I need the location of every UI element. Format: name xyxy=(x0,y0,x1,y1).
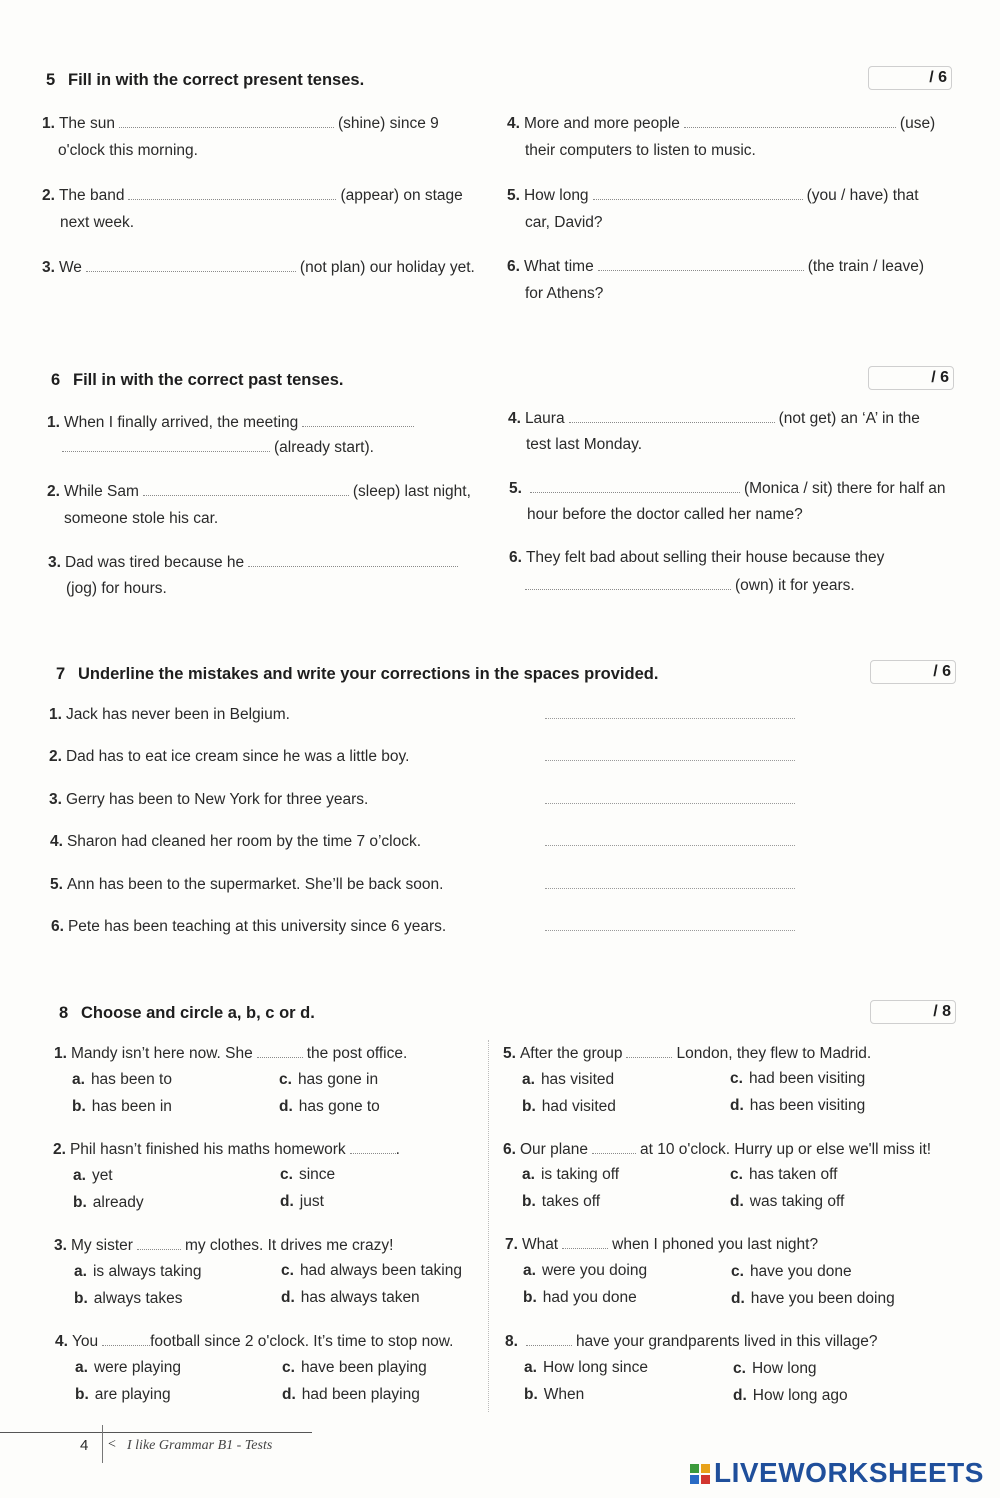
s8-q6-option-d[interactable]: d. was taking off xyxy=(730,1193,845,1210)
s8-q5-option-c[interactable]: c. had been visiting xyxy=(730,1070,866,1087)
answer-blank xyxy=(626,1044,672,1058)
s5-item-4-cont: their computers to listen to music. xyxy=(525,142,756,159)
correction-line-3[interactable] xyxy=(545,803,795,804)
answer-blank[interactable] xyxy=(128,186,336,200)
liveworksheets-wordmark: LIVEWORKSHEETS xyxy=(714,1457,984,1488)
s8-question-5: 5. After the group London, they flew to Madrid. xyxy=(503,1045,872,1062)
s8-question-2: 2. Phil hasn’t finished his maths homework . xyxy=(53,1141,400,1158)
s6-item-3: 3. Dad was tired because he xyxy=(48,553,462,572)
s8-q2-option-b[interactable]: b. already xyxy=(73,1194,144,1211)
column-divider xyxy=(488,1040,489,1412)
s8-q8-option-c[interactable]: c. How long xyxy=(733,1360,817,1377)
s8-q6-option-a[interactable]: a. is taking off xyxy=(522,1166,620,1183)
correction-line-4[interactable] xyxy=(545,845,795,846)
answer-blank[interactable] xyxy=(62,438,270,452)
answer-blank[interactable] xyxy=(530,479,740,493)
s8-q3-option-c[interactable]: c. had always been taking xyxy=(281,1262,462,1279)
s8-question-6: 6. Our plane at 10 o'clock. Hurry up or else we'll miss it! xyxy=(503,1141,932,1158)
s6-item-2-cont: someone stole his car. xyxy=(64,510,219,527)
s6-item-6: 6. They felt bad about selling their house because they xyxy=(509,549,885,566)
correction-line-2[interactable] xyxy=(545,760,795,761)
s8-q3-option-b[interactable]: b. always takes xyxy=(74,1290,183,1307)
s6-item-2: 2. While Sam (sleep) last night, xyxy=(47,483,471,500)
s8-q5-option-b[interactable]: b. had visited xyxy=(522,1098,616,1115)
s5-item-6-cont: for Athens? xyxy=(525,285,604,302)
s8-q8-option-d[interactable]: d. How long ago xyxy=(733,1387,848,1404)
s7-item-2: 2. Dad has to eat ice cream since he was a little boy. xyxy=(49,748,410,765)
s6-item-5: 5. (Monica / sit) there for half an xyxy=(509,480,946,497)
s8-q2-option-c[interactable]: c. since xyxy=(280,1166,336,1183)
s8-q5-option-d[interactable]: d. has been visiting xyxy=(730,1097,866,1114)
s8-q6-option-c[interactable]: c. has taken off xyxy=(730,1166,838,1183)
s8-q2-option-d[interactable]: d. just xyxy=(280,1193,324,1210)
answer-blank[interactable] xyxy=(525,576,731,590)
section-6-score-box[interactable]: / 6 xyxy=(868,366,954,390)
s7-item-1: 1. Jack has never been in Belgium. xyxy=(49,706,290,723)
s5-item-5-cont: car, David? xyxy=(525,214,603,231)
section-8-score-box[interactable]: / 8 xyxy=(870,1000,956,1024)
s8-q3-option-a[interactable]: a. is always taking xyxy=(74,1263,202,1280)
answer-blank xyxy=(562,1235,608,1249)
s6-item-6-cont: (own) it for years. xyxy=(525,576,855,595)
answer-blank[interactable] xyxy=(569,409,775,423)
answer-blank xyxy=(350,1140,396,1154)
correction-line-1[interactable] xyxy=(545,718,795,719)
s8-q1-option-c[interactable]: c. has gone in xyxy=(279,1071,379,1088)
s8-question-3: 3. My sister my clothes. It drives me crazy! xyxy=(54,1237,394,1254)
s8-question-4: 4. You football since 2 o'clock. It’s time to stop now. xyxy=(55,1333,454,1350)
answer-blank xyxy=(102,1332,150,1346)
s5-item-2-cont: next week. xyxy=(60,214,135,231)
s6-item-4: 4. Laura (not get) an ‘A’ in the xyxy=(508,410,920,427)
book-title: I like Grammar B1 - Tests xyxy=(127,1438,273,1453)
s8-q5-option-a[interactable]: a. has visited xyxy=(522,1071,615,1088)
footer-arrow-icon: < xyxy=(108,1437,116,1452)
correction-line-5[interactable] xyxy=(545,888,795,889)
correction-line-6[interactable] xyxy=(545,930,795,931)
s8-q7-option-c[interactable]: c. have you done xyxy=(731,1263,852,1280)
s7-item-3: 3. Gerry has been to New York for three years. xyxy=(49,791,369,808)
s8-q1-option-d[interactable]: d. has gone to xyxy=(279,1098,380,1115)
answer-blank xyxy=(257,1044,303,1058)
s8-question-7: 7. What when I phoned you last night? xyxy=(505,1236,819,1253)
s6-item-3-cont: (jog) for hours. xyxy=(66,580,167,597)
s8-q4-option-d[interactable]: d. had been playing xyxy=(282,1386,420,1403)
s7-item-4: 4. Sharon had cleaned her room by the time 7 o’clock. xyxy=(50,833,422,850)
answer-blank xyxy=(526,1332,572,1346)
liveworksheets-brand[interactable] xyxy=(690,1457,984,1489)
s8-q4-option-a[interactable]: a. were playing xyxy=(75,1359,181,1376)
s8-question-8: 8. have your grandparents lived in this village? xyxy=(505,1333,878,1350)
s8-q3-option-d[interactable]: d. has always taken xyxy=(281,1289,420,1306)
page-number: 4 xyxy=(80,1437,89,1454)
s8-q8-option-a[interactable]: a. How long since xyxy=(524,1359,649,1376)
section-7-title: 7 Underline the mistakes and write your corrections in the spaces provided. xyxy=(56,665,659,683)
s8-q7-option-b[interactable]: b. had you done xyxy=(523,1289,637,1306)
answer-blank[interactable] xyxy=(302,413,414,427)
liveworksheets-logo-icon xyxy=(690,1464,710,1484)
s8-q4-option-b[interactable]: b. are playing xyxy=(75,1386,171,1403)
s5-item-3: 3. We (not plan) our holiday yet. xyxy=(42,259,475,276)
s6-item-5-cont: hour before the doctor called her name? xyxy=(527,506,803,523)
section-6-title: 6 Fill in with the correct past tenses. xyxy=(51,371,344,389)
section-5-score-box[interactable]: / 6 xyxy=(868,66,952,90)
answer-blank[interactable] xyxy=(684,114,896,128)
s5-item-5: 5. How long (you / have) that xyxy=(507,187,919,204)
footer-rule xyxy=(0,1432,312,1433)
s6-item-1-cont: (already start). xyxy=(62,438,374,457)
s8-q1-option-b[interactable]: b. has been in xyxy=(72,1098,172,1115)
answer-blank[interactable] xyxy=(143,482,349,496)
s8-q7-option-a[interactable]: a. were you doing xyxy=(523,1262,648,1279)
footer-divider xyxy=(102,1425,103,1463)
s8-q7-option-d[interactable]: d. have you been doing xyxy=(731,1290,895,1307)
s5-item-1: 1. The sun (shine) since 9 xyxy=(42,115,439,132)
section-5-title: 5 Fill in with the correct present tenses. xyxy=(46,71,365,89)
s7-item-5: 5. Ann has been to the supermarket. She’ll be back soon. xyxy=(50,876,444,893)
s8-q1-option-a[interactable]: a. has been to xyxy=(72,1071,172,1088)
s8-question-1: 1. Mandy isn’t here now. She the post office. xyxy=(54,1045,408,1062)
answer-blank[interactable] xyxy=(86,258,296,272)
s7-item-6: 6. Pete has been teaching at this university since 6 years. xyxy=(51,918,447,935)
answer-blank xyxy=(592,1140,636,1154)
s6-item-1: 1. When I finally arrived, the meeting xyxy=(47,413,418,432)
s5-item-2: 2. The band (appear) on stage xyxy=(42,187,463,204)
s5-item-6: 6. What time (the train / leave) xyxy=(507,258,925,275)
answer-blank[interactable] xyxy=(593,186,803,200)
answer-blank[interactable] xyxy=(119,114,334,128)
s8-q4-option-c[interactable]: c. have been playing xyxy=(282,1359,427,1376)
answer-blank[interactable] xyxy=(598,257,804,271)
s8-q2-option-a[interactable]: a. yet xyxy=(73,1167,113,1184)
s8-q6-option-b[interactable]: b. takes off xyxy=(522,1193,601,1210)
s8-q8-option-b[interactable]: b. When xyxy=(524,1386,585,1403)
section-7-score-box[interactable]: / 6 xyxy=(870,660,956,684)
answer-blank xyxy=(137,1236,181,1250)
s5-item-1-cont: o'clock this morning. xyxy=(58,142,198,159)
s5-item-4: 4. More and more people (use) xyxy=(507,115,936,132)
section-8-title: 8 Choose and circle a, b, c or d. xyxy=(59,1004,315,1022)
answer-blank[interactable] xyxy=(248,553,458,567)
s6-item-4-cont: test last Monday. xyxy=(526,436,643,453)
